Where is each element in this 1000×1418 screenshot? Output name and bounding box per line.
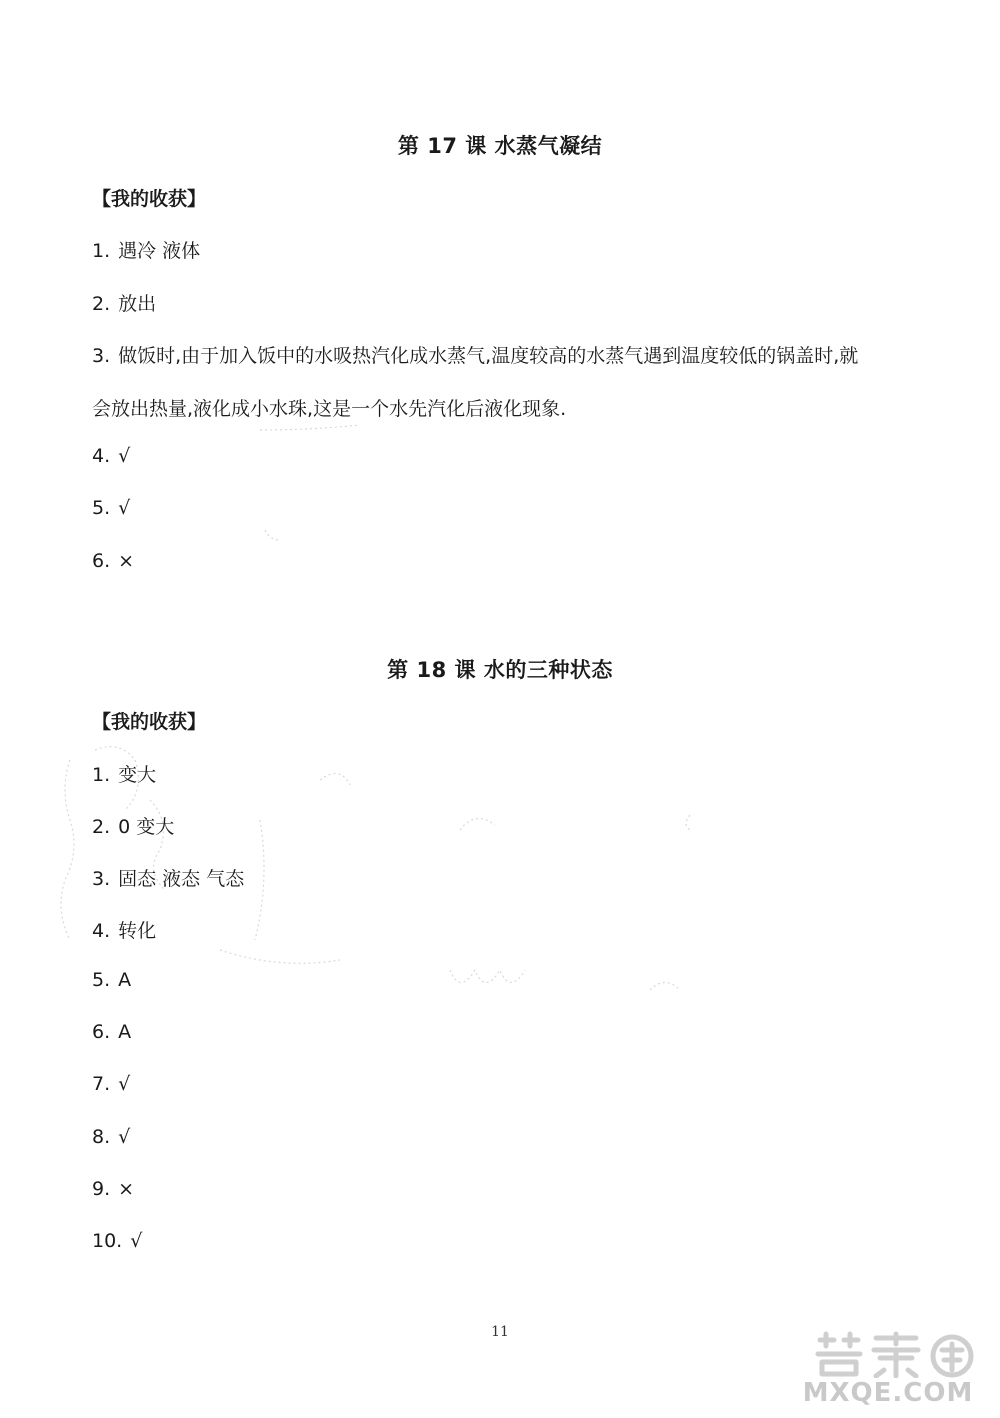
lesson-17-answer-6 [92, 550, 134, 572]
lesson-17-answer-3-continuation: 会放出热量,液化成小水珠,这是一个水先汽化后液化现象. [92, 398, 567, 420]
lesson-18-answer-8 [92, 1126, 130, 1148]
answer-text: × [118, 1178, 135, 1200]
answer-text: √ [118, 445, 131, 467]
lesson-18-answer-5 [92, 969, 131, 991]
answer-number: 2. [92, 816, 111, 838]
answer-text: A [118, 1021, 132, 1043]
answer-number: 8. [92, 1126, 111, 1148]
answer-number: 6. [92, 1021, 111, 1043]
answer-text: 做饭时,由于加入饭中的水吸热汽化成水蒸气,温度较高的水蒸气遇到温度较低的锅盖时,就 [118, 345, 859, 367]
answer-number: 3. [92, 345, 111, 367]
answer-circle-logo-icon [810, 1330, 980, 1378]
answer-text: 转化 [118, 920, 157, 942]
answer-number: 10. [92, 1230, 123, 1252]
answer-number: 5. [92, 497, 111, 519]
answer-number: 6. [92, 550, 111, 572]
answer-text: 变大 [118, 764, 157, 786]
lesson-18-answer-10 [92, 1230, 142, 1252]
answer-number: 4. [92, 445, 111, 467]
lesson-17-answer-1 [92, 236, 200, 263]
lesson-17-title: 第 17 课 水蒸气凝结 [397, 134, 603, 158]
lesson-18-answer-4 [92, 916, 156, 943]
lesson-18-section-label: 【我的收获】 [92, 711, 207, 733]
lesson-17-answer-3 [92, 341, 858, 368]
lesson-17-answer-4 [92, 445, 130, 467]
lesson-17-answer-5 [92, 497, 130, 519]
lesson-18-answer-3 [92, 864, 244, 891]
lesson-18-title: 第 18 课 水的三种状态 [387, 658, 613, 682]
answer-number: 9. [92, 1178, 111, 1200]
answer-number: 1. [92, 240, 111, 262]
answer-text: × [118, 550, 135, 572]
answer-number: 2. [92, 293, 111, 315]
page-number: 11 [491, 1324, 509, 1340]
answer-text: 固态 液态 气态 [118, 868, 245, 890]
watermark [788, 1330, 988, 1412]
answer-number: 1. [92, 764, 111, 786]
answer-text: √ [118, 1126, 131, 1148]
answer-text: √ [130, 1230, 143, 1252]
lesson-18-answer-1 [92, 760, 156, 787]
answer-text: 遇冷 液体 [118, 240, 201, 262]
lesson-18-answer-2 [92, 812, 174, 839]
watermark-text: MXQE.COM [802, 1378, 974, 1408]
answer-number: 4. [92, 920, 111, 942]
answer-number: 5. [92, 969, 111, 991]
lesson-18-answer-6 [92, 1021, 131, 1043]
answer-text: A [118, 969, 132, 991]
answer-number: 3. [92, 868, 111, 890]
answer-text: 放出 [118, 293, 157, 315]
lesson-17-section-label: 【我的收获】 [92, 188, 207, 210]
lesson-17-answer-2 [92, 289, 156, 316]
lesson-18-answer-7 [92, 1073, 130, 1095]
answer-number: 7. [92, 1073, 111, 1095]
answer-text: √ [118, 1073, 131, 1095]
answer-text: √ [118, 497, 131, 519]
answer-text: 0 变大 [118, 816, 175, 838]
lesson-18-answer-9 [92, 1178, 134, 1200]
